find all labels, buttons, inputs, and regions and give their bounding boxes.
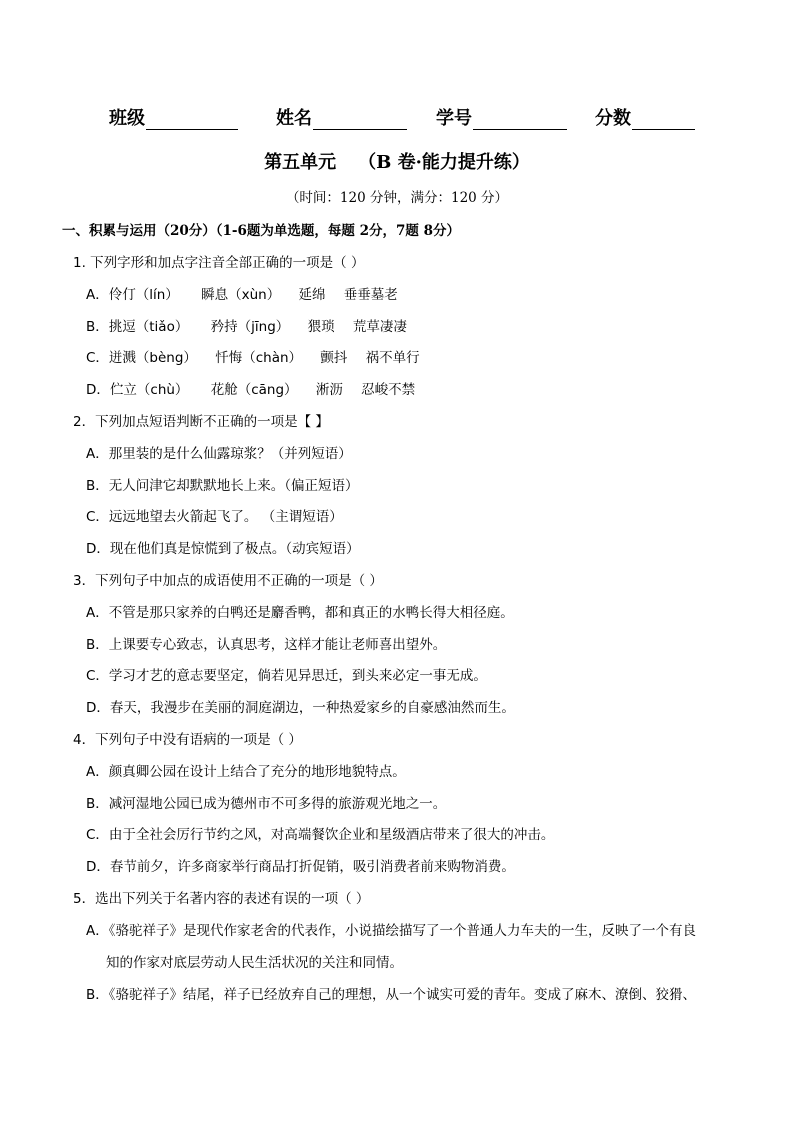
unit-title: 第五单元 [264,152,337,173]
student-info-line [0,104,794,130]
score-blank[interactable] [632,109,695,130]
name-blank[interactable] [313,109,407,130]
q5-option-a[interactable]: A．《骆驼祥子》是现代作家老舍的代表作，小说描绘描写了一个普通人力车夫的一生，反映了一个有良 [86,923,696,939]
q1-b-part4: 荒草凄凄 [352,319,407,335]
q2-option-c[interactable]: C．远远地望去火箭起飞了。 （主谓短语） [86,509,343,525]
question-4-stem: 4．下列句子中没有语病的一项是（ ） [73,732,302,748]
score-field [595,104,695,130]
q2-option-a[interactable]: A．那里装的是什么仙露琼浆？（并列短语） [86,446,352,462]
q1-d-part4: 忍峻不禁 [361,382,416,398]
q1-b-part2: 矜持（jīng） [210,319,290,335]
q3-option-a[interactable]: A．不管是那只家养的白鸭还是麝香鸭，都和真正的水鸭长得大相径庭。 [86,605,514,621]
question-5-stem: 5．选出下列关于名著内容的表述有误的一项（ ） [73,891,370,907]
q1-b-part1: B．挑逗（tiǎo） [86,319,189,335]
section-heading: 一、积累与运用（20分）（1-6题为单选题，每题 2分，7题 8分） [62,223,461,239]
q1-c-part1: C．迸溅（bèng） [86,350,197,366]
q1-c-part3: 颤抖 [320,350,348,366]
q3-option-c[interactable]: C．学习才艺的意志要坚定，倘若见异思迁，到头来必定一事无成。 [86,668,487,684]
q5-option-b[interactable]: B．《骆驼祥子》结尾，祥子已经放弃自己的理想，从一个诚实可爱的青年。变成了麻木、潦倒、狡猾、 [86,987,697,1003]
name-label: 姓名 [276,108,312,129]
q1-b-part3: 猥琐 [307,319,335,335]
q4-option-b[interactable]: B．减河湿地公园已成为德州市不可多得的旅游观光地之一。 [86,796,447,812]
q2-option-d[interactable]: D．现在他们真是惊慌到了极点。（动宾短语） [86,541,360,557]
q1-a-part1: A．伶仃（lín） [86,287,179,303]
question-2-stem: 2．下列加点短语判断不正确的一项是【 】 [73,414,329,430]
student-id-field [436,104,567,130]
unit-subtitle: （B 卷·能力提升练） [358,152,530,173]
student-id-blank[interactable] [473,109,567,130]
q1-a-part3: 延绵 [298,287,326,303]
q5-option-a-continued: 知的作家对底层劳动人民生活状况的关注和同情。 [106,955,403,971]
q1-c-part4: 祸不单行 [365,350,420,366]
q1-d-part2: 花舱（cāng） [210,382,298,398]
q4-option-d[interactable]: D．春节前夕，许多商家举行商品打折促销，吸引消费者前来购物消费。 [86,859,515,875]
q3-option-b[interactable]: B．上课要专心致志，认真思考，这样才能让老师喜出望外。 [86,637,447,653]
class-blank[interactable] [146,109,238,130]
q1-c-part2: 忏悔（chàn） [215,350,303,366]
score-label: 分数 [595,108,631,129]
q1-a-part4: 垂垂墓老 [343,287,398,303]
q3-option-d[interactable]: D．春天，我漫步在美丽的洞庭湖边，一种热爱家乡的自豪感油然而生。 [86,700,515,716]
q4-option-c[interactable]: C．由于全社会厉行节约之风，对高端餐饮企业和星级酒店带来了很大的冲击。 [86,827,555,843]
q1-option-c[interactable] [86,346,420,366]
q1-option-d[interactable] [86,378,415,398]
class-field [109,104,238,130]
page-title [0,148,794,174]
time-info: （时间：120 分钟，满分：120 分） [285,190,509,206]
question-1-stem: 1. 下列字形和加点字注音全部正确的一项是（ ） [73,255,365,271]
q1-option-b[interactable] [86,315,407,335]
q1-d-part1: D．伫立（chù） [86,382,189,398]
name-field [276,104,407,130]
question-3-stem: 3．下列句子中加点的成语使用不正确的一项是（ ） [73,573,383,589]
q1-a-part2: 瞬息（xùn） [201,287,281,303]
class-label: 班级 [109,108,145,129]
q1-option-a[interactable] [86,283,398,303]
student-id-label: 学号 [436,108,472,129]
q2-option-b[interactable]: B．无人问津它却默默地长上来。（偏正短语） [86,478,359,494]
q4-option-a[interactable]: A．颜真卿公园在设计上结合了充分的地形地貌特点。 [86,764,406,780]
q1-d-part3: 淅沥 [315,382,343,398]
